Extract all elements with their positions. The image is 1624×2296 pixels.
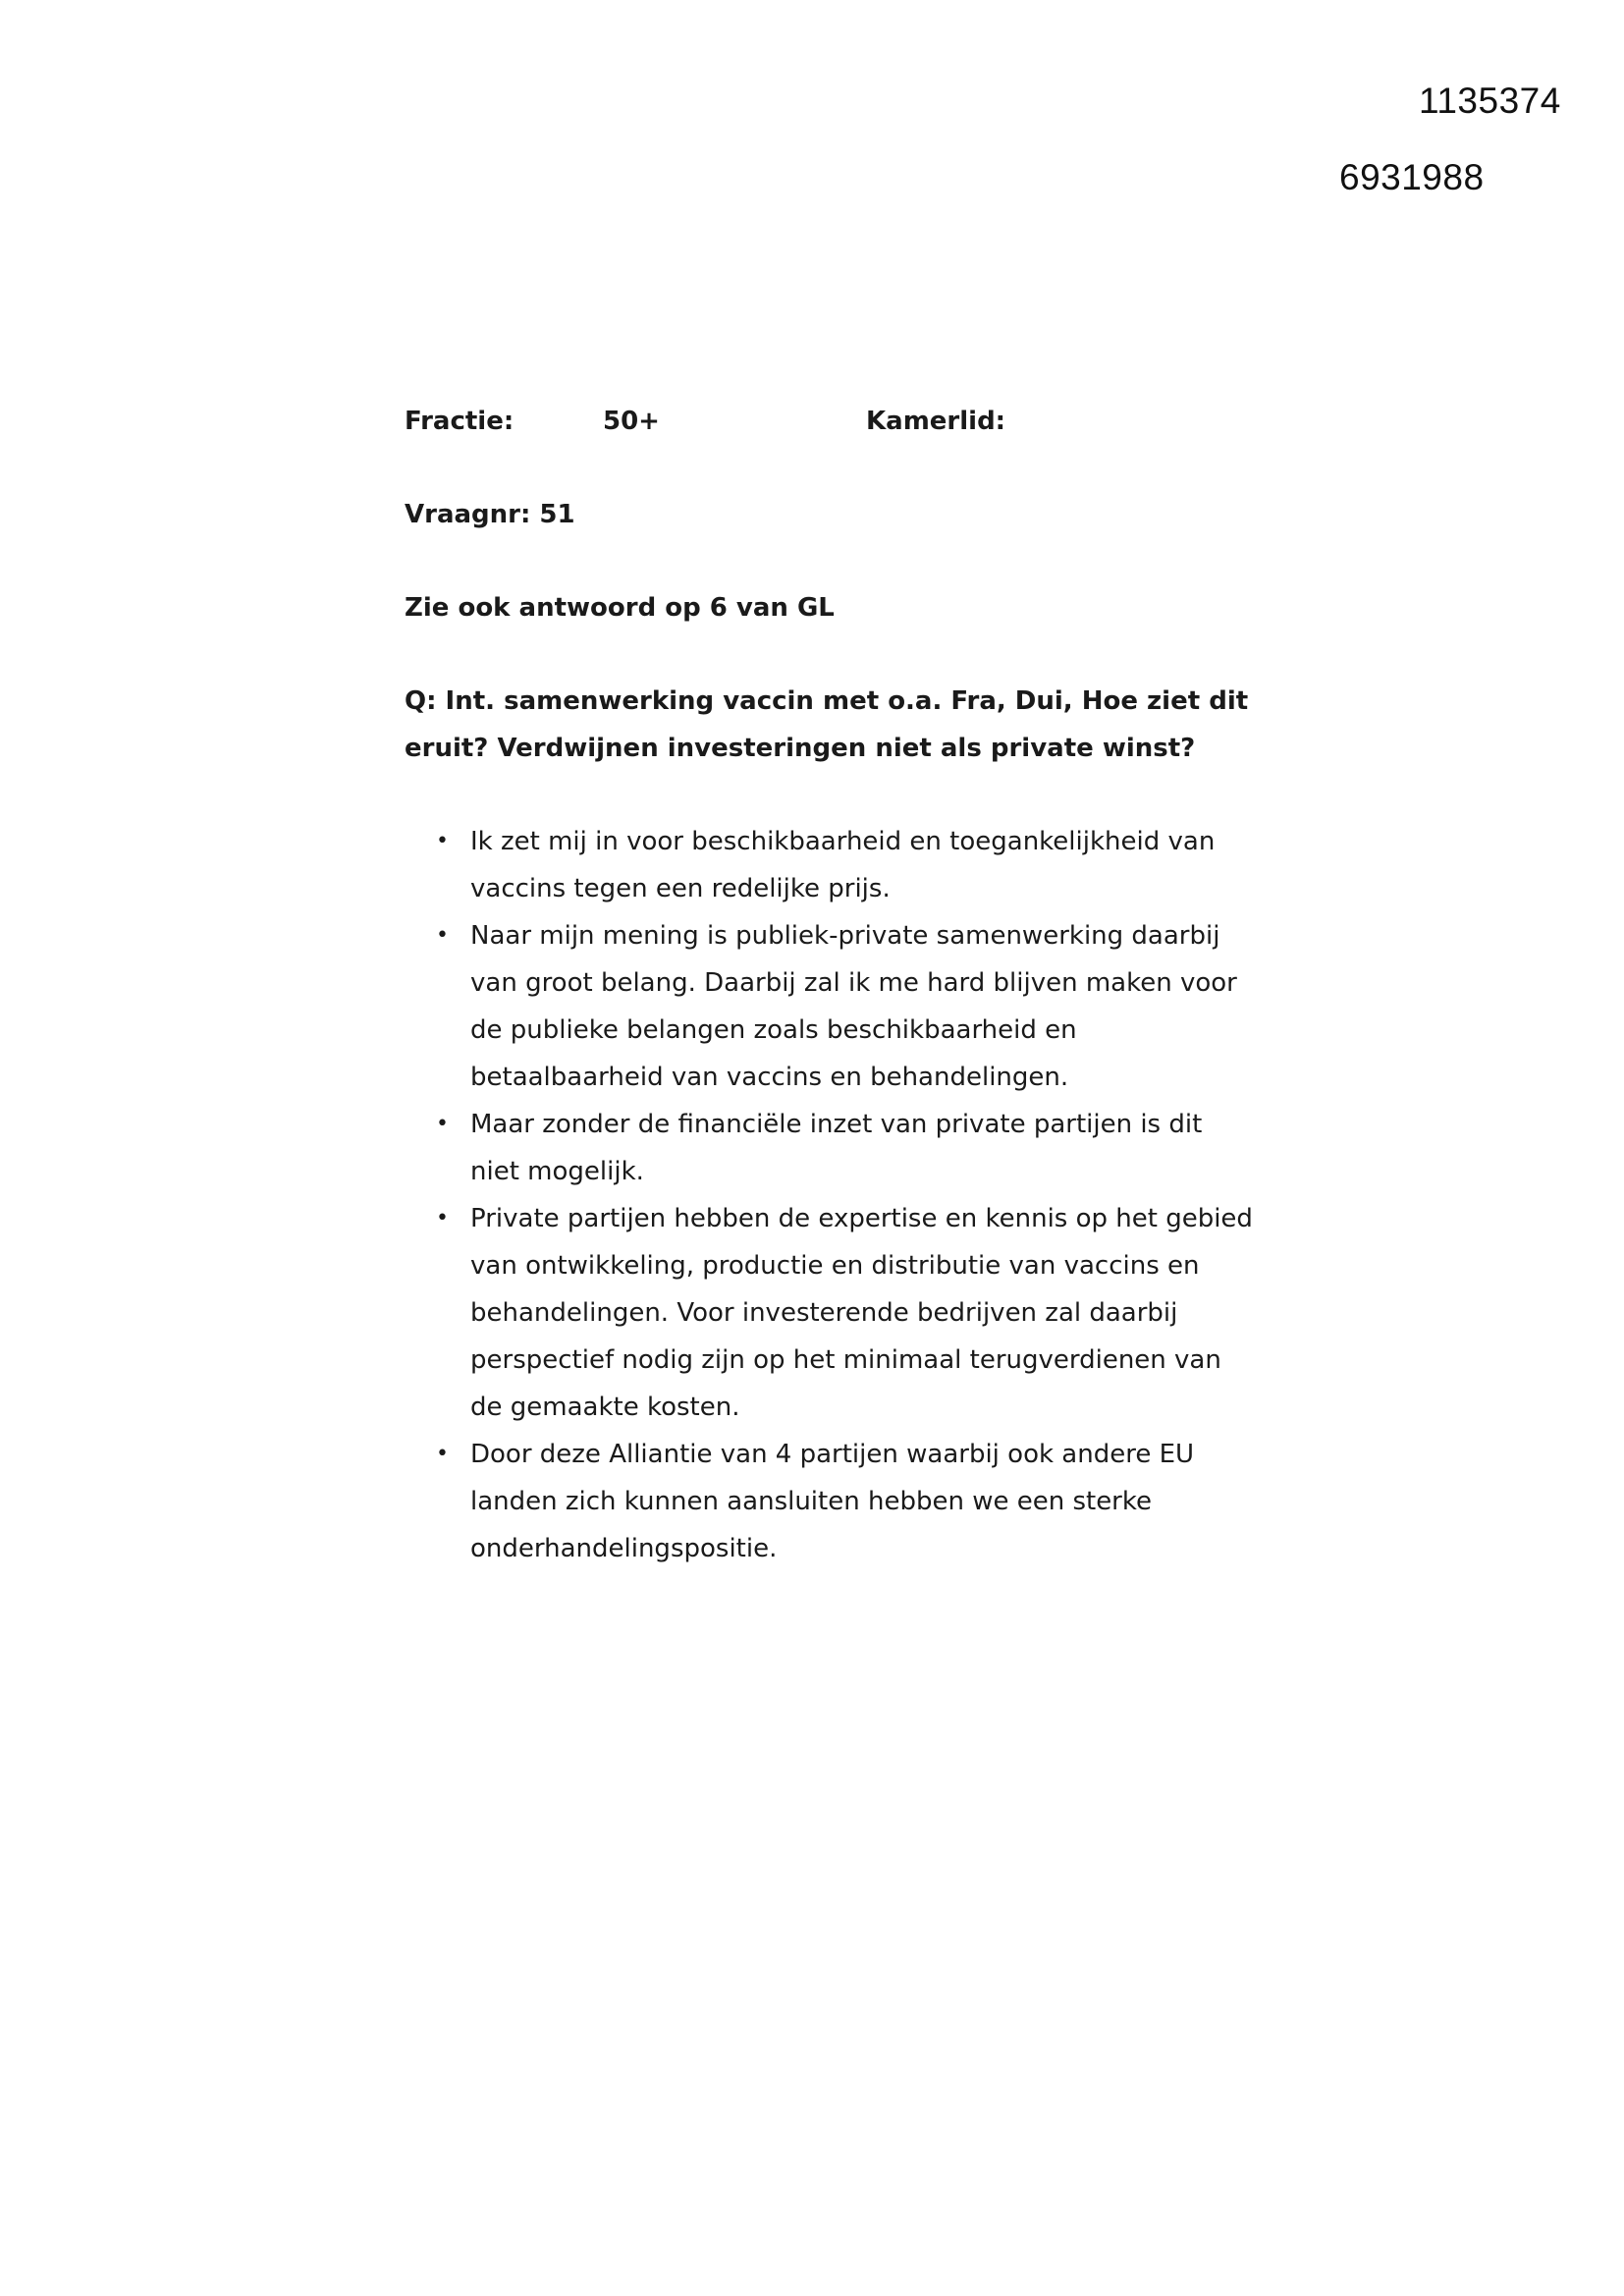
fractie-value: 50+ (603, 407, 660, 436)
fractie-label: Fractie: (405, 407, 514, 436)
answer-list (405, 818, 1259, 1572)
meta-row (405, 398, 1259, 445)
document-reference-number: 6931988 (1339, 157, 1485, 197)
question-number: Vraagnr: 51 (405, 500, 575, 529)
question-text: Q: Int. samenwerking vaccin met o.a. Fra, Dui, Hoe ziet dit eruit? Verdwijnen investeringen niet als private winst? (405, 686, 1249, 763)
document-body (405, 398, 1259, 1572)
see-also-reference: Zie ook antwoord op 6 van GL (405, 593, 835, 623)
answer-item: • Private partijen hebben de expertise en kennis op het gebied van ontwikkeling, productie en distributie van vaccins en behandelingen. Voor investerende bedrijven zal daarbij perspectief nodig zijn op het minimaal terugverdienen van de gemaakte kosten. (405, 1195, 1259, 1431)
answer-item: • Naar mijn mening is publiek-private samenwerking daarbij van groot belang. Daarbij zal ik me hard blijven maken voor de publieke belangen zoals beschikbaarheid en betaalbaarheid van vaccins en behandelingen. (405, 912, 1259, 1101)
answer-item: • Door deze Alliantie van 4 partijen waarbij ook andere EU landen zich kunnen aansluiten hebben we een sterke onderhandelingspositie. (405, 1431, 1259, 1572)
document-number: 1135374 (1419, 81, 1561, 121)
answer-item: • Maar zonder de financiële inzet van private partijen is dit niet mogelijk. (405, 1101, 1259, 1195)
answer-item: • Ik zet mij in voor beschikbaarheid en toegankelijkheid van vaccins tegen een redelijke prijs. (405, 818, 1259, 912)
kamerlid-label: Kamerlid: (866, 407, 1006, 436)
